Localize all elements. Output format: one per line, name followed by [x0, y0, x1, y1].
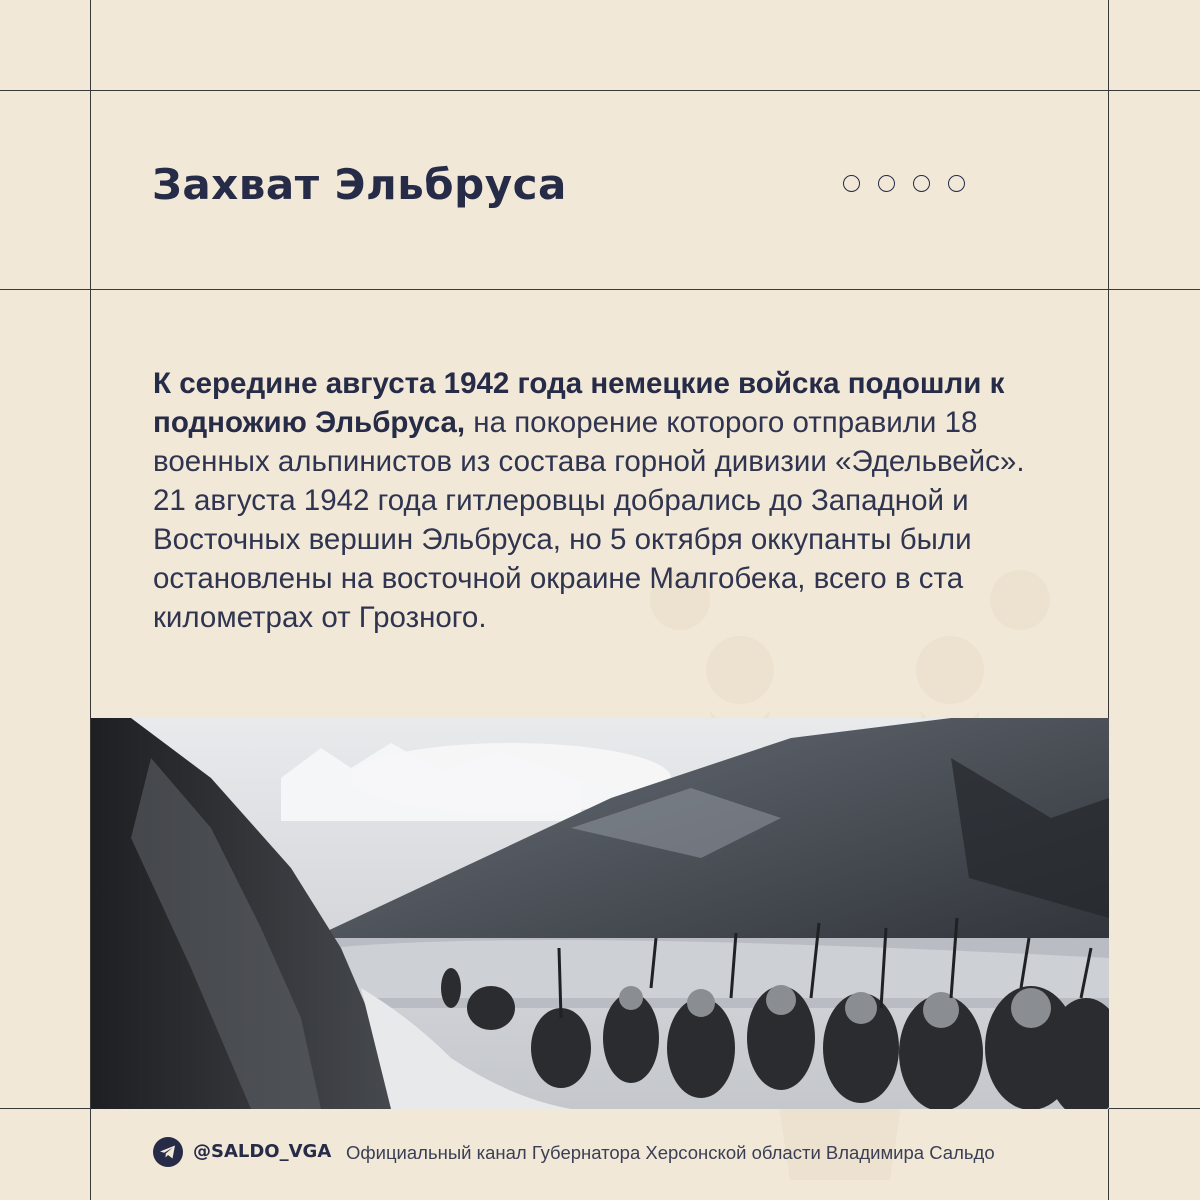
slide-dot-3[interactable]: [913, 175, 930, 192]
slide-indicator: [843, 175, 965, 192]
channel-handle[interactable]: @SALDO_VGA: [193, 1141, 332, 1162]
article-lead: К середине августа 1942 года немецкие войска подошли к подножию Эльбруса,: [153, 367, 1005, 439]
page-title: Захват Эльбруса: [152, 160, 567, 209]
footer-caption: Официальный канал Губернатора Херсонской области Владимира Сальдо: [346, 1142, 995, 1163]
slide-dot-2[interactable]: [878, 175, 895, 192]
historical-photo: [91, 718, 1109, 1109]
slide-dot-4[interactable]: [948, 175, 965, 192]
article-text: [153, 364, 1058, 637]
slide-dot-1[interactable]: [843, 175, 860, 192]
frame-line-top: [0, 90, 1200, 91]
article-body: на покорение которого отправили 18 военных альпинистов из состава горной дивизии «Эдельвейс». 21 августа 1942 года гитлеровцы добрались до Западной и Восточных вершин Эльбруса, но 5 октября оккупанты были остановлены на восточной окраине Малгобека, всего в ста километрах от Грозного.: [153, 406, 1025, 634]
telegram-icon[interactable]: [153, 1137, 183, 1167]
header-divider: [0, 289, 1200, 290]
